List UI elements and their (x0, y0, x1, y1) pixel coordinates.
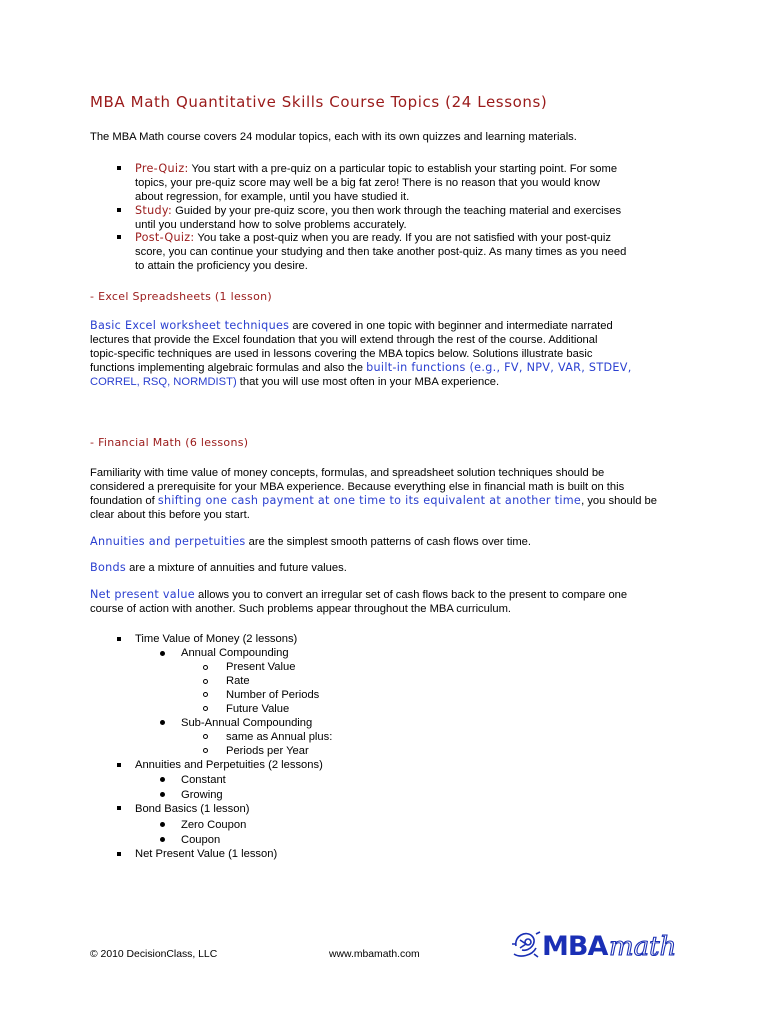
text: functions implementing algebraic formulas and also the (90, 362, 367, 374)
npv-link[interactable]: Net present value (90, 588, 195, 601)
text: foundation of (90, 495, 158, 507)
outline-item: Rate (226, 675, 250, 687)
round-bullet-icon (160, 720, 165, 725)
square-bullet-icon (117, 208, 121, 212)
builtin-functions-link[interactable]: built-in functions (e.g., FV, NPV, VAR, STDEV, (366, 361, 632, 374)
text: are the simplest smooth patterns of cash flows over time. (245, 536, 531, 548)
outline-item: Net Present Value (1 lesson) (135, 848, 278, 860)
annuities-paragraph (90, 535, 686, 549)
square-bullet-icon (117, 166, 121, 170)
phase-item-study (135, 204, 695, 232)
bonds-paragraph (90, 561, 686, 575)
excel-paragraph (90, 319, 686, 389)
outline-item: Time Value of Money (2 lessons) (135, 633, 298, 645)
square-bullet-icon (117, 806, 121, 810)
outline-item: Number of Periods (226, 689, 320, 701)
round-bullet-icon (160, 651, 165, 656)
phase-text: until you understand how to solve problems accurately. (135, 219, 407, 231)
round-bullet-icon (160, 777, 165, 782)
logo-text-mba: MBA (542, 931, 608, 962)
mbamath-logo (510, 924, 682, 964)
phase-label: Study: (135, 204, 173, 217)
bonds-link[interactable]: Bonds (90, 561, 127, 574)
annuities-link[interactable]: Annuities and perpetuities (90, 535, 246, 548)
excel-heading: - Excel Spreadsheets (1 lesson) (90, 290, 272, 303)
phase-text: You take a post-quiz when you are ready. If you are not satisfied with your post-quiz (194, 232, 611, 244)
phase-text: topics, your pre-quiz score may well be a big fat zero! There is no reason that you would know (135, 177, 600, 189)
round-bullet-icon (160, 792, 165, 797)
circle-bullet-icon (203, 706, 208, 711)
text: , you should be (581, 495, 657, 507)
outline-item: Coupon (181, 834, 221, 846)
outline-item: Growing (181, 789, 223, 801)
phase-item-prequiz (135, 162, 695, 204)
round-bullet-icon (160, 837, 165, 842)
text: considered a prerequisite for your MBA experience. Because everything else in financial math is built on this (90, 481, 625, 493)
text: topic-specific techniques are used in lessons covering the MBA topics below. Solutions illustrate basic (90, 348, 593, 360)
outline-item: Annual Compounding (181, 647, 289, 659)
phase-text: Guided by your pre-quiz score, you then work through the teaching material and exercises (172, 205, 622, 217)
logo-text-math: math (609, 932, 677, 962)
phase-text: score, you can continue your studying and then take another post-quiz. As many times as you need (135, 246, 627, 258)
outline-item: Periods per Year (226, 745, 309, 757)
text: allows you to convert an irregular set of cash flows back to the present to compare one (194, 589, 628, 601)
text: are covered in one topic with beginner and intermediate narrated (289, 320, 613, 332)
footer-copyright: © 2010 DecisionClass, LLC (90, 949, 218, 960)
npv-paragraph (90, 588, 686, 616)
outline-item: Future Value (226, 703, 290, 715)
outline-item: Constant (181, 774, 226, 786)
outline-item: Sub-Annual Compounding (181, 717, 313, 729)
circle-bullet-icon (203, 665, 208, 670)
square-bullet-icon (117, 637, 121, 641)
builtin-functions-link-cont[interactable]: CORREL, RSQ, NORMDIST) (90, 376, 237, 388)
circle-bullet-icon (203, 748, 208, 753)
logo-graphic (510, 924, 682, 964)
square-bullet-icon (117, 235, 121, 239)
text: Familiarity with time value of money concepts, formulas, and spreadsheet solution techniques should be (90, 467, 605, 479)
text: that you will use most often in your MBA experience. (236, 376, 500, 388)
text: lectures that provide the Excel foundation that you will extend through the rest of the course. Additional (90, 334, 598, 346)
phase-label: Post-Quiz: (135, 231, 195, 244)
circle-bullet-icon (203, 692, 208, 697)
square-bullet-icon (117, 852, 121, 856)
phase-item-postquiz (135, 231, 695, 273)
shifting-payment-link[interactable]: shifting one cash payment at one time to its equivalent at another time (157, 494, 582, 507)
logo-swirl-icon (512, 932, 540, 957)
excel-techniques-link[interactable]: Basic Excel worksheet techniques (90, 319, 290, 332)
outline-item: Present Value (226, 661, 296, 673)
text: are a mixture of annuities and future values. (126, 562, 347, 574)
outline-item: Annuities and Perpetuities (2 lessons) (135, 759, 323, 771)
finmath-paragraph (90, 466, 686, 522)
outline-item: Zero Coupon (181, 819, 247, 831)
outline-item: Bond Basics (1 lesson) (135, 803, 250, 815)
footer-url[interactable]: www.mbamath.com (329, 949, 420, 960)
phase-text: to attain the proficiency you desire. (135, 260, 308, 272)
page-title: MBA Math Quantitative Skills Course Topics (24 Lessons) (90, 93, 548, 111)
phase-text: You start with a pre-quiz on a particular topic to establish your starting point. For some (188, 163, 618, 175)
phase-label: Pre-Quiz: (135, 162, 189, 175)
phase-text: about regression, for example, until you have studied it. (135, 191, 410, 203)
circle-bullet-icon (203, 734, 208, 739)
text: course of action with another. Such problems appear throughout the MBA curriculum. (90, 603, 512, 615)
finmath-heading: - Financial Math (6 lessons) (90, 436, 249, 449)
round-bullet-icon (160, 822, 165, 827)
circle-bullet-icon (203, 679, 208, 684)
square-bullet-icon (117, 763, 121, 767)
intro-paragraph: The MBA Math course covers 24 modular topics, each with its own quizzes and learning materials. (90, 131, 577, 143)
outline-item: same as Annual plus: (226, 731, 333, 743)
text: clear about this before you start. (90, 509, 250, 521)
